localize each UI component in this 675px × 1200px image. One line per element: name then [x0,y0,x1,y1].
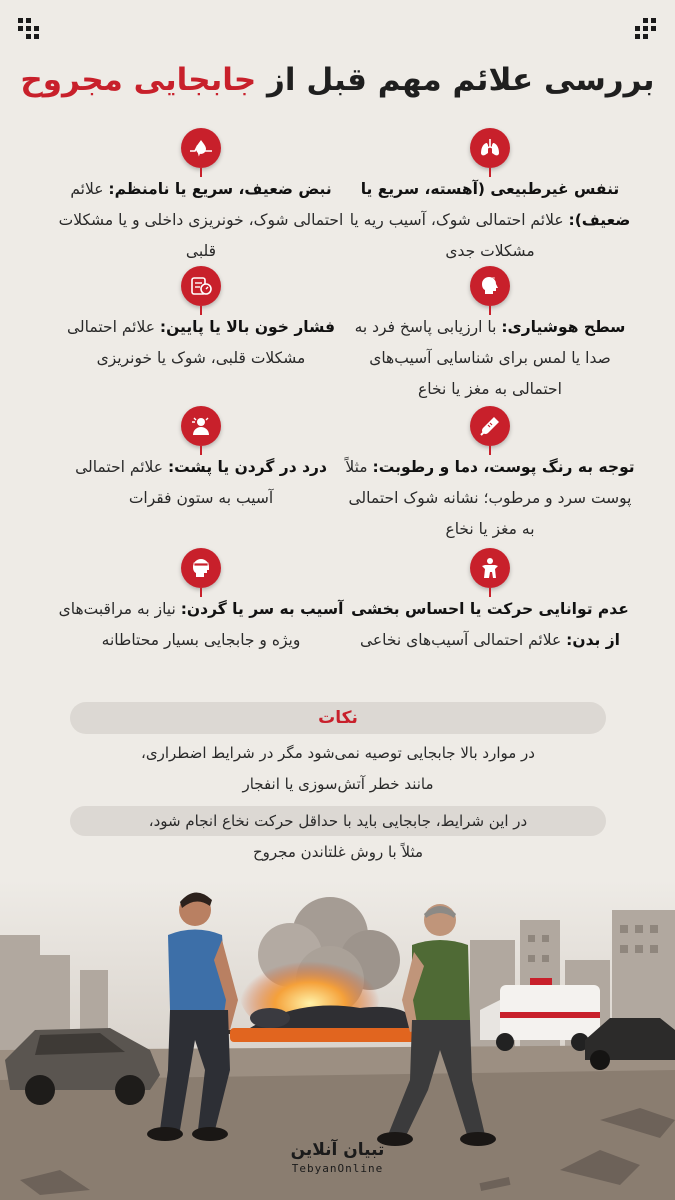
sign-item-consciousness [345,266,635,405]
sign-text [345,594,635,656]
note-1 [70,738,606,800]
svg-text:z: z [491,276,495,283]
sign-body: علائم احتمالی مشکلات قلبی، شوک یا خونریزی [67,318,306,367]
sign-heading: آسیب به سر یا گردن: [180,600,344,618]
sign-item-movement [345,548,635,656]
sign-text [345,312,635,405]
sign-text [56,312,346,374]
sign-body: مثلاً پوست سرد و مرطوب؛ نشانه شوک احتمالی به مغز یا نخاع [345,458,632,538]
sign-heading: نبض ضعیف، سریع یا نامنظم: [108,180,332,198]
note-2-line-1: در این شرایط، جابجایی باید با حداقل حرکت نخاع انجام شود، [148,812,528,830]
thermometer-icon [470,406,510,446]
lungs-icon [470,128,510,168]
sign-body: نیاز به مراقبت‌های ویژه و جابجایی بسیار محتاطانه [58,600,301,649]
note-1-line-2: مانند خطر آتش‌سوزی یا انفجار [242,775,434,793]
sign-item-breathing [345,128,635,267]
dot-ornament-right-icon [635,18,657,40]
sign-text [345,174,635,267]
heart-pulse-icon [181,128,221,168]
logo-persian: تبیان آنلاین [290,1140,385,1160]
sign-heading: سطح هوشیاری: [501,318,626,336]
logo-english: TebyanOnline [291,1162,384,1175]
sign-heading: عدم توانایی حرکت یا احساس بخشی از بدن: [351,600,629,649]
page-title [0,62,675,98]
tebyan-logo [0,1140,675,1175]
note-1-line-1: در موارد بالا جابجایی توصیه نمی‌شود مگر در شرایط اضطراری، [141,744,535,762]
head-injury-icon [181,548,221,588]
sign-text [345,452,635,545]
note-2-line-2: مثلاً با روش غلتاندن مجروح [252,843,424,861]
sign-heading: تنفس غیرطبیعی (آهسته، سریع یا ضعیف): [360,180,631,229]
sign-item-blood-pressure [56,266,346,374]
sign-heading: توجه به رنگ پوست، دما و رطوبت: [372,458,635,476]
neck-pain-icon [181,406,221,446]
head-consciousness-icon [470,266,510,306]
sign-text [56,174,346,267]
sign-item-head-injury [56,548,346,656]
sign-body: علائم احتمالی آسیب‌های نخاعی [360,631,567,649]
sign-text [56,452,346,514]
sign-heading: درد در گردن یا پشت: [167,458,327,476]
notes-heading: نکات [70,702,606,734]
title-accent: جابجایی مجروح [20,62,257,98]
sign-body: علائم احتمالی شوک، خونریزی داخلی و یا مشکلات قلبی [58,180,344,260]
blood-pressure-icon [181,266,221,306]
sign-item-pulse [56,128,346,267]
sign-item-skin [345,406,635,545]
note-2 [70,806,606,868]
sign-body: علائم احتمالی شوک، آسیب ریه یا مشکلات جدی [349,211,569,260]
sign-item-neck-pain [56,406,346,514]
dot-ornament-left-icon [18,18,40,40]
sign-body: با ارزیابی پاسخ فرد به صدا یا لمس برای شناسایی آسیب‌های احتمالی به مغز یا نخاع [354,318,611,398]
title-main: بررسی علائم مهم قبل از [256,62,655,98]
sign-text [56,594,346,656]
sign-heading: فشار خون بالا یا پایین: [159,318,335,336]
sign-body: علائم احتمالی آسیب به ستون فقرات [75,458,274,507]
body-injury-icon [470,548,510,588]
